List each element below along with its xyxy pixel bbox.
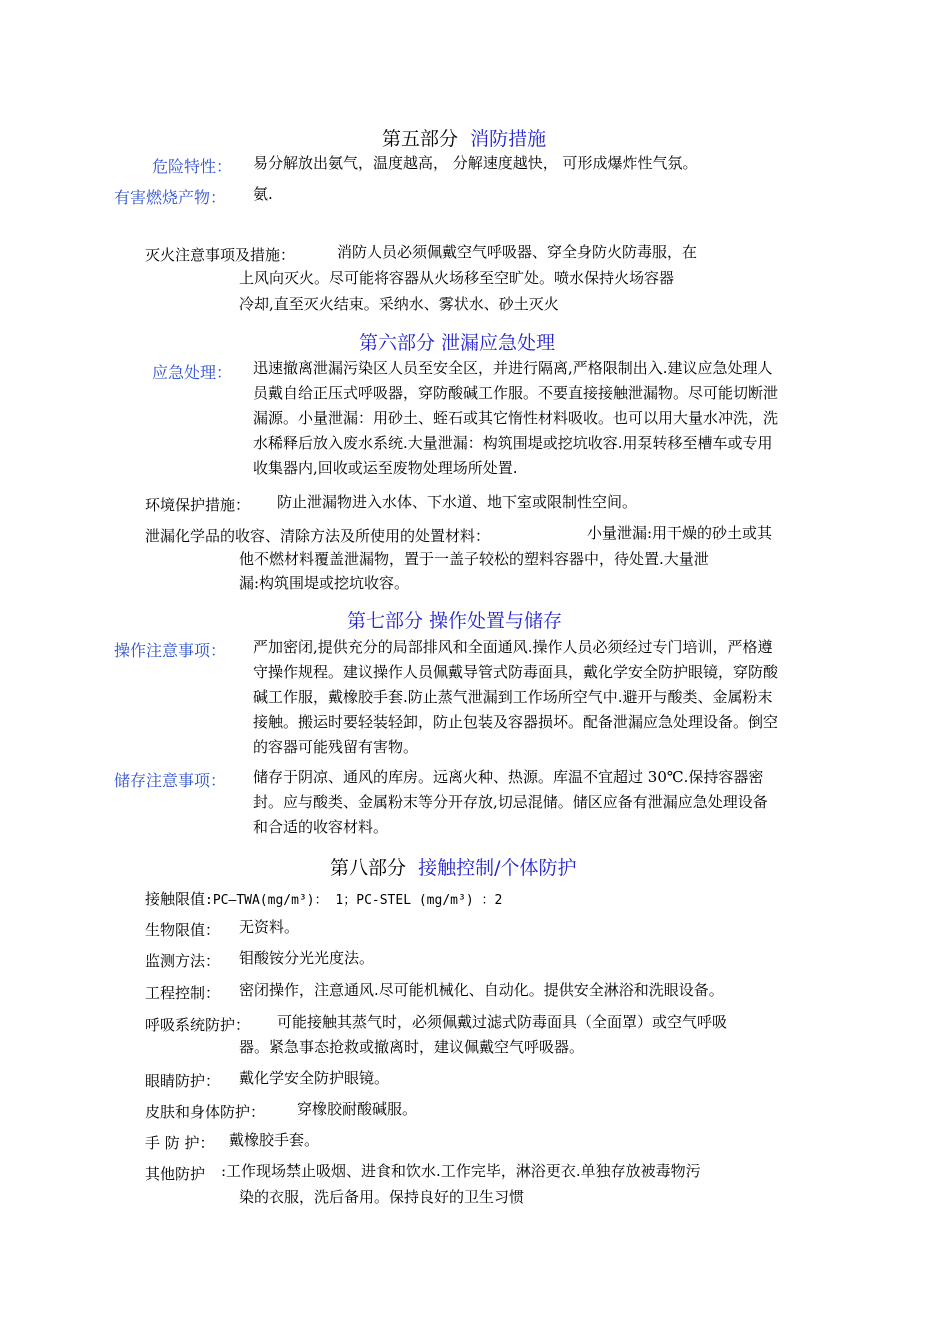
bio-text: 无资料。 [239,918,300,936]
section8-title [330,853,576,880]
section5-title [382,124,546,151]
bio-label: 生物限值： [145,921,221,939]
section8-number: 第八部分 [330,857,407,879]
resp-line-2: 器。紧急事态抢救或撤离时，建议佩戴空气呼吸器。 [239,1038,585,1056]
combustion-label: 有害燃烧产物： [114,188,227,207]
skin-text: 穿橡胶耐酸碱服。 [297,1100,418,1118]
limit-row [145,888,502,909]
disposal-line-1: 小量泄漏:用干燥的砂土或其 [587,524,773,542]
emergency-line-2: 员戴自给正压式呼吸器，穿防酸碱工作服。不要直接接触泄漏物。尽可能切断泄 [253,384,779,402]
hazard-text: 易分解放出氨气，温度越高， 分解速度越快， 可形成爆炸性气氛。 [253,154,698,172]
limit-text: :PC—TWA(mg/m³)： 1；PC-STEL (mg/m³) ：2 [205,893,503,908]
emergency-line-3: 漏源。小量泄漏：用砂土、蛭石或其它惰性材料吸收。也可以用大量水冲洗，洗 [253,409,779,427]
storage-line-2: 封。应与酸类、金属粉末等分开存放,切忌混储。储区应备有泄漏应急处理设备 [253,793,768,811]
operation-line-5: 的容器可能残留有害物。 [253,738,419,756]
fire-label: 灭火注意事项及措施： [145,246,296,264]
disposal-line-2: 他不燃材料覆盖泄漏物，置于一盖子较松的塑料容器中，待处置.大量泄 [239,550,709,568]
section5-name: 消防措施 [470,128,547,150]
eye-label: 眼睛防护： [145,1072,221,1090]
combustion-text: 氨. [253,185,273,203]
fire-line-2: 上风向灭火。尽可能将容器从火场移至空旷处。喷水保持火场容器 [239,269,675,287]
resp-label: 呼吸系统防护： [145,1016,251,1034]
emergency-line-4: 水稀释后放入废水系统.大量泄漏：构筑围堤或挖坑收容.用泵转移至槽车或专用 [253,434,773,452]
other-line-2: 染的衣服，洗后备用。保持良好的卫生习惯 [239,1188,525,1206]
operation-line-4: 接触。搬运时要轻装轻卸，防止包装及容器损坏。配备泄漏应急处理设备。倒空 [253,713,779,731]
section5-number: 第五部分 [382,128,459,150]
disposal-label: 泄漏化学品的收容、清除方法及所使用的处置材料： [145,527,491,545]
fire-line-1: 消防人员必须佩戴空气呼吸器、穿全身防火防毒服，在 [337,243,698,261]
limit-label: 接触限值 [145,890,206,908]
env-text: 防止泄漏物进入水体、下水道、地下室或限制性空间。 [277,493,638,511]
emergency-label: 应急处理： [152,363,233,382]
eng-label: 工程控制： [145,984,221,1002]
monitor-text: 钼酸铵分光光度法。 [239,949,375,967]
storage-label: 储存注意事项： [114,771,227,790]
env-label: 环境保护措施： [145,496,251,514]
eye-text: 戴化学安全防护眼镜。 [239,1069,390,1087]
storage-line-1: 储存于阴凉、通风的库房。远离火种、热源。库温不宜超过 30℃.保持容器密 [253,768,764,786]
eng-text: 密闭操作，注意通风.尽可能机械化、自动化。提供安全淋浴和洗眼设备。 [239,981,724,999]
skin-label: 皮肤和身体防护： [145,1103,266,1121]
operation-line-2: 守操作规程。建议操作人员佩戴导管式防毒面具，戴化学安全防护眼镜，穿防酸 [253,663,779,681]
emergency-line-1: 迅速撤离泄漏污染区人员至安全区，并进行隔离,严格限制出入.建议应急处理人 [253,359,773,377]
section6-title: 第六部分 泄漏应急处理 [359,332,556,354]
section7-title: 第七部分 操作处置与储存 [347,610,563,632]
hazard-label: 危险特性： [152,157,233,176]
hand-text: 戴橡胶手套。 [229,1131,320,1149]
operation-label: 操作注意事项： [114,641,227,660]
storage-line-3: 和合适的收容材料。 [253,818,389,836]
monitor-label: 监测方法： [145,952,221,970]
disposal-line-3: 漏:构筑围堤或挖坑收容。 [239,574,410,592]
other-label: 其他防护 [145,1165,206,1183]
operation-line-1: 严加密闭,提供充分的局部排风和全面通风.操作人员必须经过专门培训，严格遵 [253,638,773,656]
resp-line-1: 可能接触其蒸气时，必须佩戴过滤式防毒面具（全面罩）或空气呼吸 [277,1013,728,1031]
fire-line-3: 冷却,直至灭火结束。采纳水、雾状水、砂土灭火 [239,295,559,313]
other-line-1: :工作现场禁止吸烟、进食和饮水.工作完毕，淋浴更衣.单独存放被毒物污 [221,1162,701,1180]
emergency-line-5: 收集器内,回收或运至废物处理场所处置. [253,459,518,477]
hand-label: 手 防 护： [145,1134,215,1152]
operation-line-3: 碱工作服，戴橡胶手套.防止蒸气泄漏到工作场所空气中.避开与酸类、金属粉末 [253,688,773,706]
section8-name: 接触控制/个体防护 [418,857,577,879]
